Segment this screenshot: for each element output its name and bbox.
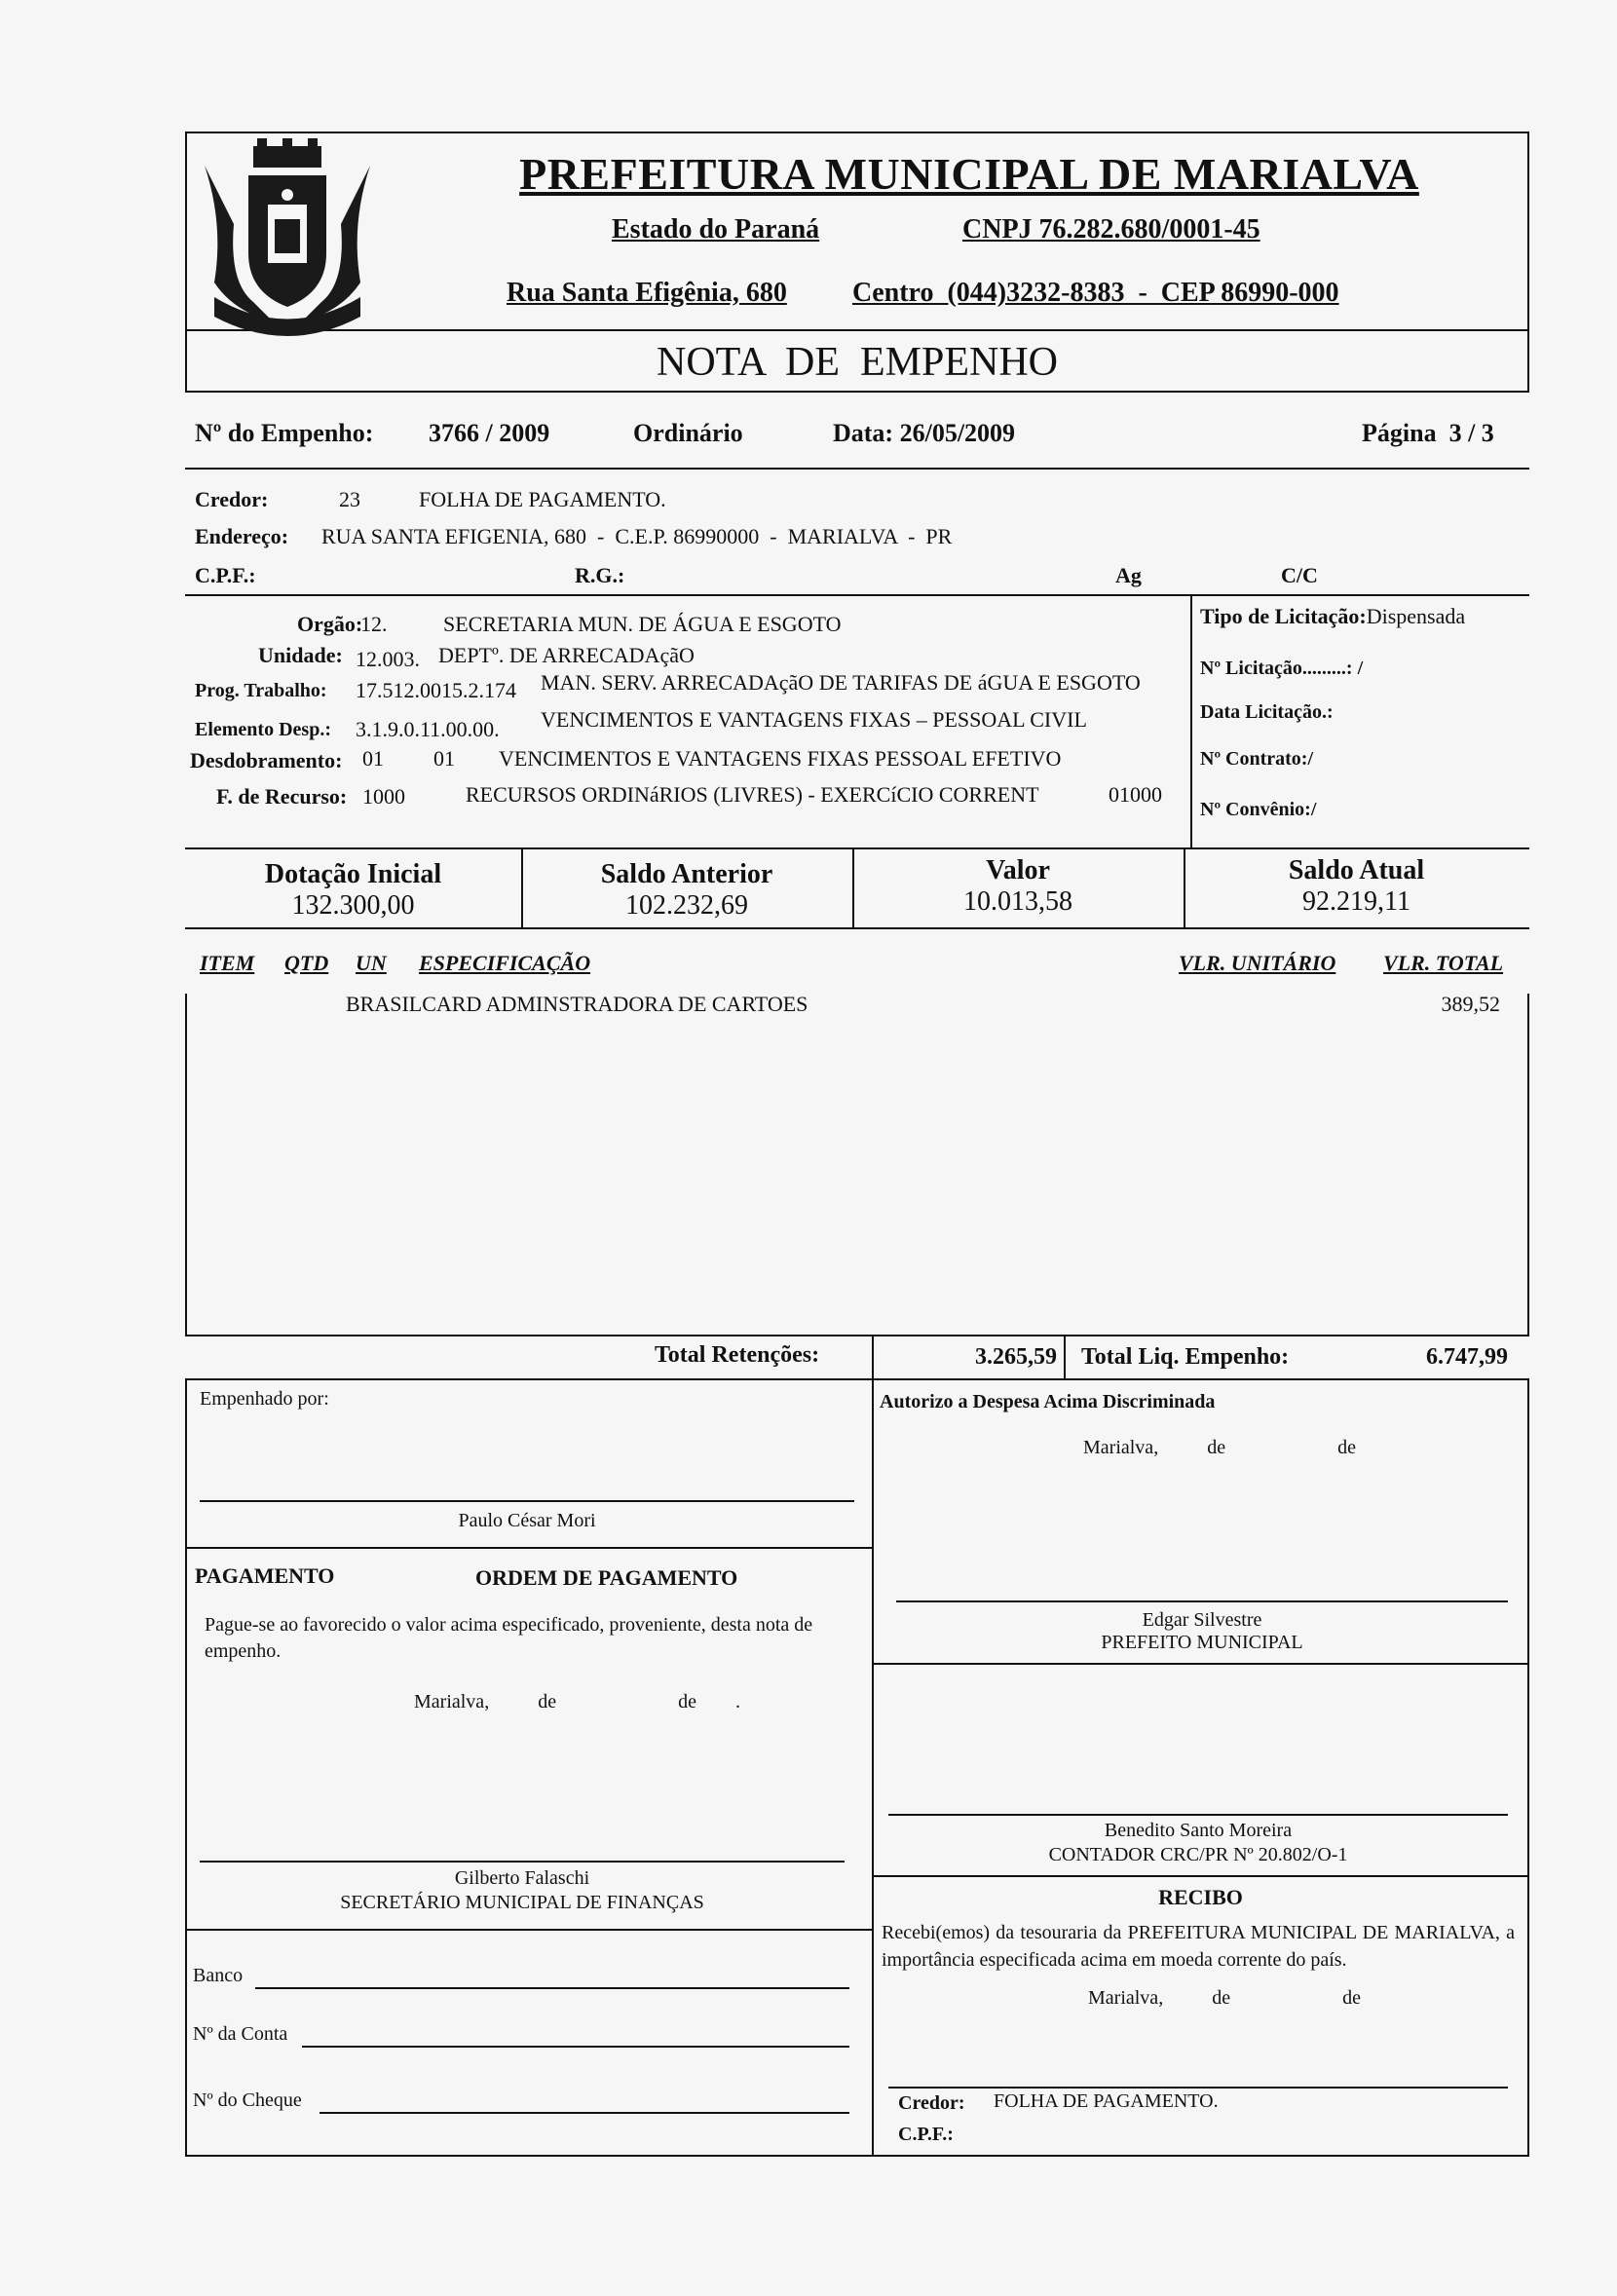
desdobramento-code2: 01 (433, 746, 455, 771)
saldo-atual-value: 92.219,11 (1302, 886, 1410, 917)
secretario-role: SECRETÁRIO MUNICIPAL DE FINANÇAS (340, 1892, 704, 1913)
balances-top-line (185, 847, 1529, 849)
bottom-left-border (185, 1378, 187, 2155)
cheque-label: Nº do Cheque (193, 2089, 302, 2111)
saldo-atual-label: Saldo Atual (1288, 855, 1425, 885)
retencoes-value: 3.265,59 (975, 1344, 1057, 1370)
items-col-especificacao: ESPECIFICAÇÃO (419, 951, 591, 975)
saldo-atual (1184, 855, 1529, 918)
items-col-vlr-total: VLR. TOTAL (1383, 951, 1504, 975)
orgao-code: 12. (360, 612, 388, 636)
summary-divider (185, 468, 1529, 470)
orgao-label: Orgão: (297, 612, 363, 636)
bottom-right-border (1527, 1378, 1529, 2155)
items-left-border (185, 994, 187, 1335)
header-contact: Centro (044)3232-8383 - CEP 86990-000 (852, 278, 1339, 308)
convenio-number: Nº Convênio:/ (1200, 799, 1317, 820)
secretario-name: Gilberto Falaschi (454, 1867, 590, 1889)
items-col-qtd: QTD (284, 951, 329, 975)
dotacao-inicial (185, 859, 521, 922)
pagamento-label: PAGAMENTO (195, 1563, 335, 1588)
header-address: Rua Santa Efigênia, 680 (507, 278, 787, 308)
prog-desc: MAN. SERV. ARRECADAçãO DE TARIFAS DE áGUA E ESGOTO (541, 670, 1141, 695)
recurso-label: F. de Recurso: (216, 784, 348, 809)
orgao-desc: SECRETARIA MUN. DE ÁGUA E ESGOTO (443, 612, 842, 636)
banco-top-line (185, 1929, 872, 1931)
pagamento-top-line (185, 1547, 872, 1549)
bottom-center-divider (872, 1378, 874, 2155)
recibo-credor-value: FOLHA DE PAGAMENTO. (994, 2090, 1219, 2112)
recibo-top-line (872, 1875, 1529, 1877)
bottom-line (185, 2155, 1529, 2157)
creditor-divider (185, 594, 1529, 596)
recibo-label: RECIBO (1158, 1885, 1243, 1909)
items-col-item: ITEM (200, 951, 255, 975)
licitacao-number: Nº Licitação.........: / (1200, 658, 1364, 679)
totals-sep-2 (1064, 1335, 1066, 1378)
empenho-number-label: Nº do Empenho: (195, 419, 374, 447)
prefeito-role: PREFEITO MUNICIPAL (1101, 1632, 1303, 1653)
conta-field[interactable] (302, 2046, 849, 2048)
balances-bottom-line (185, 927, 1529, 929)
item-total: 389,52 (1441, 992, 1500, 1016)
ordem-pagamento-label: ORDEM DE PAGAMENTO (475, 1565, 738, 1590)
prefeito-name: Edgar Silvestre (1142, 1609, 1262, 1631)
item-description: BRASILCARD ADMINSTRADORA DE CARTOES (346, 992, 808, 1016)
dotacao-inicial-label: Dotação Inicial (264, 859, 442, 889)
autorizo-place-date: Marialva, de de (1083, 1437, 1356, 1458)
valor-label: Valor (986, 855, 1050, 885)
unidade-desc: DEPTº. DE ARRECADAçãO (438, 643, 695, 667)
ag-label: Ag (1115, 563, 1142, 587)
licitacao-date: Data Licitação.: (1200, 701, 1334, 723)
licitacao-divider (1190, 594, 1192, 847)
desdobramento-code1: 01 (362, 746, 384, 771)
header-state: Estado do Paraná (612, 214, 820, 245)
document-title: NOTA DE EMPENHO (657, 340, 1058, 385)
secretario-signature-line (200, 1861, 845, 1863)
header-cnpj: CNPJ 76.282.680/0001-45 (962, 214, 1260, 245)
endereco-label: Endereço: (195, 524, 289, 548)
licitacao-tipo-label: Tipo de Licitação: (1200, 604, 1367, 628)
endereco-value: RUA SANTA EFIGENIA, 680 - C.E.P. 86990000 - MARIALVA - PR (321, 524, 953, 548)
retencoes-label: Total Retenções: (655, 1342, 820, 1368)
desdobramento-desc: VENCIMENTOS E VANTAGENS FIXAS PESSOAL EFETIVO (499, 746, 1062, 771)
contador-name: Benedito Santo Moreira (1104, 1820, 1293, 1841)
contador-role: CONTADOR CRC/PR Nº 20.802/O-1 (1048, 1844, 1348, 1865)
totals-top-line (185, 1335, 1529, 1336)
dotacao-inicial-value: 132.300,00 (291, 890, 415, 921)
recibo-text: Recebi(emos) da tesouraria da PREFEITURA MUNICIPAL DE MARIALVA, a importância especificada acima em moeda corrente do país. (882, 1922, 1515, 1971)
desdobramento-label: Desdobramento: (190, 748, 343, 772)
recurso-extra: 01000 (1109, 782, 1162, 807)
cpf-label: C.P.F.: (195, 563, 256, 587)
credor-label: Credor: (195, 487, 269, 511)
rg-label: R.G.: (575, 563, 625, 587)
items-right-border (1527, 994, 1529, 1335)
elemento-desc: VENCIMENTOS E VANTAGENS FIXAS – PESSOAL CIVIL (541, 707, 1087, 732)
contador-signature-line (888, 1814, 1508, 1816)
cheque-field[interactable] (320, 2112, 849, 2114)
elemento-label: Elemento Desp.: (195, 719, 331, 740)
contrato-number: Nº Contrato:/ (1200, 748, 1314, 770)
pagamento-place-date: Marialva, de de . (414, 1691, 740, 1713)
items-col-vlr-unitario: VLR. UNITÁRIO (1179, 951, 1336, 975)
valor (852, 855, 1184, 918)
empenho-type: Ordinário (633, 419, 743, 447)
totals-sep-1 (872, 1335, 874, 1378)
liquido-value: 6.747,99 (1426, 1344, 1508, 1370)
empenhado-label: Empenhado por: (200, 1388, 329, 1410)
empenhado-name: Paulo César Mori (458, 1510, 596, 1531)
elemento-code: 3.1.9.0.11.00.00. (356, 717, 500, 741)
licitacao-tipo-value: Dispensada (1366, 604, 1466, 628)
prog-label: Prog. Trabalho: (195, 680, 327, 701)
header-divider (185, 329, 1529, 331)
valor-value: 10.013,58 (963, 886, 1072, 917)
recibo-cpf-label: C.P.F.: (898, 2124, 954, 2145)
saldo-anterior (521, 859, 852, 922)
pague-text: Pague-se ao favorecido o valor acima especificado, proveniente, desta nota de empenho. (205, 1614, 813, 1662)
unidade-code: 12.003. (356, 647, 420, 671)
banco-label: Banco (193, 1965, 244, 1986)
prog-code: 17.512.0015.2.174 (356, 678, 516, 702)
recurso-code: 1000 (362, 784, 405, 809)
recibo-place-date: Marialva, de de (1088, 1987, 1361, 2009)
prefeito-signature-line (896, 1600, 1508, 1602)
saldo-anterior-label: Saldo Anterior (600, 859, 773, 889)
credor-name: FOLHA DE PAGAMENTO. (419, 487, 666, 511)
header-title: PREFEITURA MUNICIPAL DE MARIALVA (519, 149, 1419, 199)
cc-label: C/C (1281, 563, 1318, 587)
coat-of-arms-logo (195, 136, 380, 336)
saldo-anterior-value: 102.232,69 (625, 890, 748, 921)
empenho-number: 3766 / 2009 (429, 419, 550, 447)
recurso-desc: RECURSOS ORDINáRIOS (LIVRES) - EXERCíCIO CORRENT (466, 782, 1039, 807)
conta-label: Nº da Conta (193, 2023, 288, 2045)
empenho-date: Data: 26/05/2009 (833, 419, 1016, 447)
totals-bottom-line (185, 1378, 1529, 1380)
licitacao-tipo (1200, 604, 1465, 629)
empenhado-signature-line (200, 1500, 854, 1502)
credor-code: 23 (339, 487, 360, 511)
banco-field[interactable] (255, 1987, 849, 1989)
page-number: Página 3 / 3 (1362, 419, 1494, 447)
contador-top-line (872, 1663, 1529, 1665)
liquido-label: Total Liq. Empenho: (1081, 1344, 1290, 1370)
autorizo-label: Autorizo a Despesa Acima Discriminada (880, 1391, 1216, 1412)
recibo-credor-line (888, 2087, 1508, 2089)
items-col-un: UN (356, 951, 387, 975)
unidade-label: Unidade: (258, 643, 343, 667)
recibo-credor-label: Credor: (898, 2092, 965, 2114)
